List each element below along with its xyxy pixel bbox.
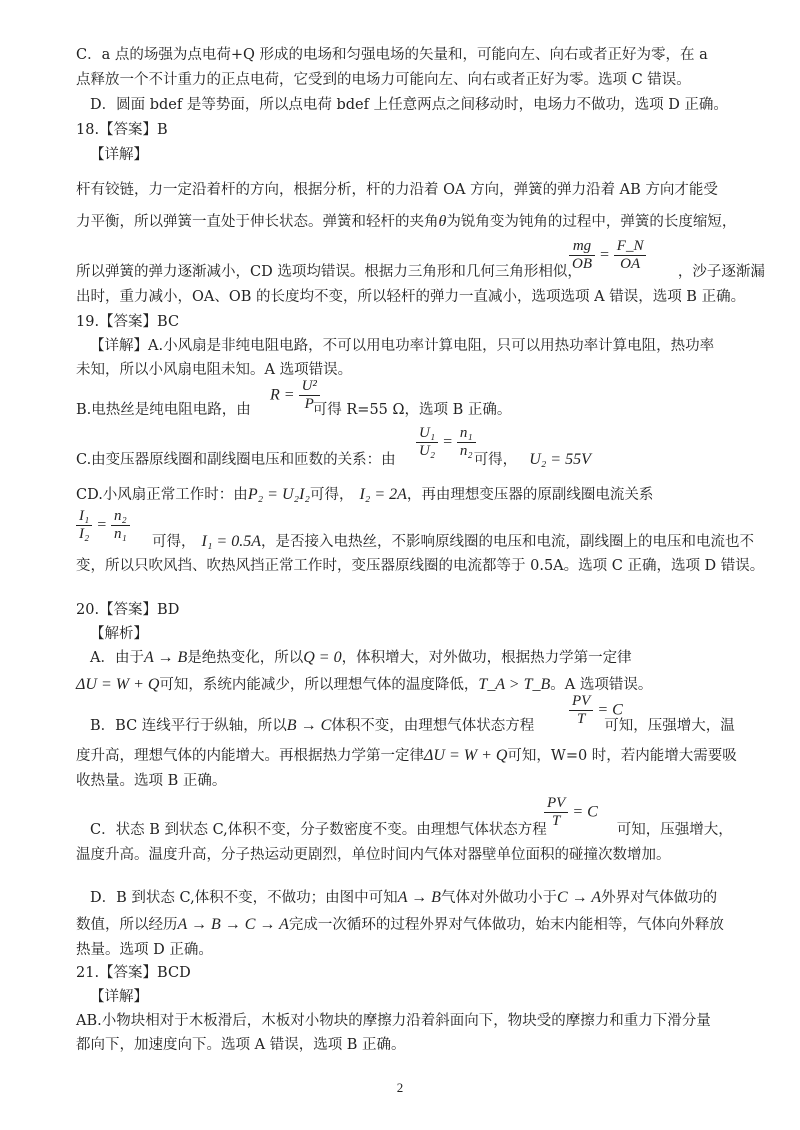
text-line: 杆有铰链，力一定沿着杆的方向，根据分析，杆的力沿着 OA 方向，弹簧的弹力沿着 AB 方向才能受 [76,182,718,198]
text-line: AB.小物块相对于木板滑后，木板对小物块的摩擦力沿着斜面向下，物块受的摩擦力和重力下滑分量 [76,1013,711,1029]
answer-heading: 20.【答案】BD [76,602,180,618]
text-line: 热量。选项 D 正确。 [76,942,213,958]
text-line: C．状态 B 到状态 C,体积不变，分子数密度不变。由理想气体状态方程 可知，压强增大， [90,822,733,838]
formula-resistance: R = $\frac{\text{U²}}{P}$ [270,378,324,413]
text-line: ΔU = W + Q可知，系统内能减少，所以理想气体的温度降低，T_A > T_B。A 选项错误。 [76,676,653,693]
text-line: 未知，所以小风扇电阻未知。A 选项错误。 [76,362,353,378]
text-line: 度升高，理想气体的内能增大。再根据热力学第一定律ΔU = W + Q可知，W=0 时，若内能增大需要吸 [76,747,737,764]
section-heading: 【解析】 [90,626,148,642]
text-line: D．圆面 bdef 是等势面，所以点电荷 bdef 上任意两点之间移动时，电场力不做功，选项 D 正确。 [90,97,728,113]
text-line: 都向下，加速度向下。选项 A 错误，选项 B 正确。 [76,1037,406,1053]
answer-heading: 18.【答案】B [76,122,168,138]
text-line: B．BC 连线平行于纵轴，所以B → C体积不变，由理想气体状态方程 可知，压强增大，温 [90,717,735,734]
text-line: 【详解】A.小风扇是非纯电阻电路，不可以用电功率计算电阻，只可以用热功率计算电阻，热功率 [90,338,715,354]
text-line: 变，所以只吹风挡、吹热风挡正常工作时，变压器原线圈的电流都等于 0.5A。选项 C 正确，选项 D 错误。 [76,558,765,574]
formula-voltage-ratio: $\frac{\text{U₁}}{\text{U₂}}$ = $\frac{\text{n₁}}{\text{n₂}}$ [412,425,480,460]
formula-gas-law: $\frac{PV}{T}$ = C [565,693,623,728]
text-line: 力平衡，所以弹簧一直处于伸长状态。弹簧和轻杆的夹角θ为锐角变为钝角的过程中，弹簧的长度缩短， [76,213,737,230]
section-heading: 【详解】 [90,989,148,1005]
text-line: B.电热丝是纯电阻电路，由 可得 R=55 Ω，选项 B 正确。 [76,402,512,418]
text-line: C．a 点的场强为点电荷+Q 形成的电场和匀强电场的矢量和，可能向左、向右或者正好为零，在 a [76,47,708,63]
text-line: A．由于A → B是绝热变化，所以Q = 0，体积增大，对外做功，根据热力学第一定律 [90,649,632,666]
text-line: 收热量。选项 B 正确。 [76,773,227,789]
text-line: 点释放一个不计重力的正点电荷，它受到的电场力可能向左、向右或者正好为零。选项 C 错误。 [76,72,691,88]
text-line: 所以弹簧的弹力逐渐减小，CD 选项均错误。根据力三角形和几何三角形相似， ，沙子逐渐漏 [76,264,765,280]
text-line: C.由变压器原线圈和副线圈电压和匝数的关系：由 可得， U₂ = 55V [76,451,591,468]
formula-current-ratio: $\frac{\text{I₁}}{\text{I₂}}$ = $\frac{\text{n₂}}{\text{n₁}}$ [72,508,134,543]
text-line: CD.小风扇正常工作时：由P₂ = U₂I₂可得， I₂ = 2A，再由理想变压器的原副线圈电流关系 [76,486,654,503]
text-line: 温度升高。温度升高，分子热运动更剧烈，单位时间内气体对器壁单位面积的碰撞次数增加。 [76,847,671,863]
theta-symbol: θ [438,213,447,230]
formula-force-ratio: $\frac{mg}{OB}$ = $\frac{F\_N}{OA}$ [565,238,650,273]
formula-gas-law: $\frac{PV}{T}$ = C [540,795,598,830]
text-line: 可得， I₁ = 0.5A，是否接入电热丝，不影响原线圈的电压和电流，副线圈上的电压和电流也不 [152,533,754,550]
text-line: 出时，重力减小，OA、OB 的长度均不变，所以轻杆的弹力一直减小，选项选项 A 错误，选项 B 正确。 [76,289,746,305]
answer-heading: 21.【答案】BCD [76,965,191,981]
page-number: 2 [396,1080,404,1095]
text-line: 数值，所以经历A → B → C → A完成一次循环的过程外界对气体做功，始末内能相等，气体向外释放 [76,916,724,933]
answer-heading: 19.【答案】BC [76,314,180,330]
text-line: D．B 到状态 C,体积不变，不做功；由图中可知A → B气体对外做功小于C → A外界对气体做功的 [90,889,718,906]
section-heading: 【详解】 [90,147,148,163]
